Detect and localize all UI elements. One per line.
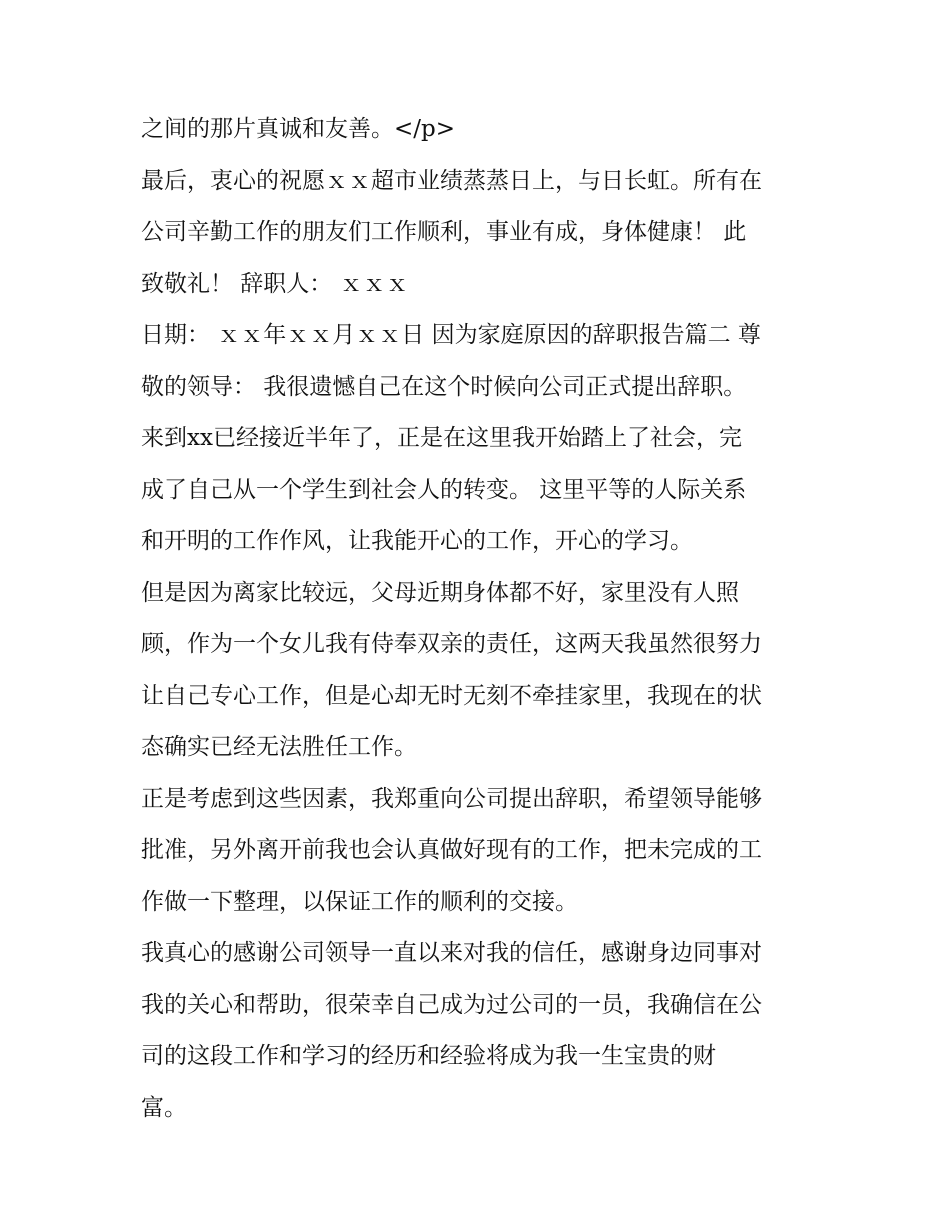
text-line: 作做一下整理，以保证工作的顺利的交接。	[141, 888, 578, 915]
document-body	[141, 104, 821, 1134]
text-line: 富。	[141, 1094, 187, 1121]
text-line: 公司辛勤工作的朋友们工作顺利，事业有成，身体健康！ 此	[141, 219, 747, 245]
text-line: 之间的那片真诚和友善。</p>	[141, 116, 456, 142]
text-line: 态确实已经无法胜任工作。	[141, 734, 417, 760]
text-line: 我的关心和帮助，很荣幸自己成为过公司的一员，我确信在公	[141, 991, 762, 1018]
text-line: 日期： ｘｘ年ｘｘ月ｘｘ日 因为家庭原因的辞职报告篇二 尊	[141, 322, 761, 348]
text-line: 批准，另外离开前我也会认真做好现有的工作，把未完成的工	[141, 837, 762, 863]
text-line: 来到xx已经接近半年了，正是在这里我开始踏上了社会，完	[141, 425, 742, 451]
text-line: 司的这段工作和学习的经历和经验将成为我一生宝贵的财	[141, 1043, 716, 1069]
text-line: 顾，作为一个女儿我有侍奉双亲的责任，这两天我虽然很努力	[141, 631, 762, 657]
text-line: 最后，衷心的祝愿ｘｘ超市业绩蒸蒸日上，与日长虹。所有在	[141, 167, 762, 194]
text-line: 和开明的工作作风，让我能开心的工作，开心的学习。	[141, 528, 693, 554]
text-line: 让自己专心工作，但是心却无时无刻不牵挂家里，我现在的状	[141, 682, 762, 709]
text-line: 但是因为离家比较远，父母近期身体都不好，家里没有人照	[141, 579, 739, 606]
text-line: 我真心的感谢公司领导一直以来对我的信任，感谢身边同事对	[141, 940, 762, 966]
text-line: 敬的领导： 我很遗憾自己在这个时候向公司正式提出辞职。	[141, 373, 747, 400]
text-line: 正是考虑到这些因素，我郑重向公司提出辞职，希望领导能够	[141, 785, 762, 812]
text-line: 成了自己从一个学生到社会人的转变。 这里平等的人际关系	[141, 476, 747, 503]
text-line: 致敬礼！ 辞职人： ｘｘｘ	[141, 270, 409, 297]
